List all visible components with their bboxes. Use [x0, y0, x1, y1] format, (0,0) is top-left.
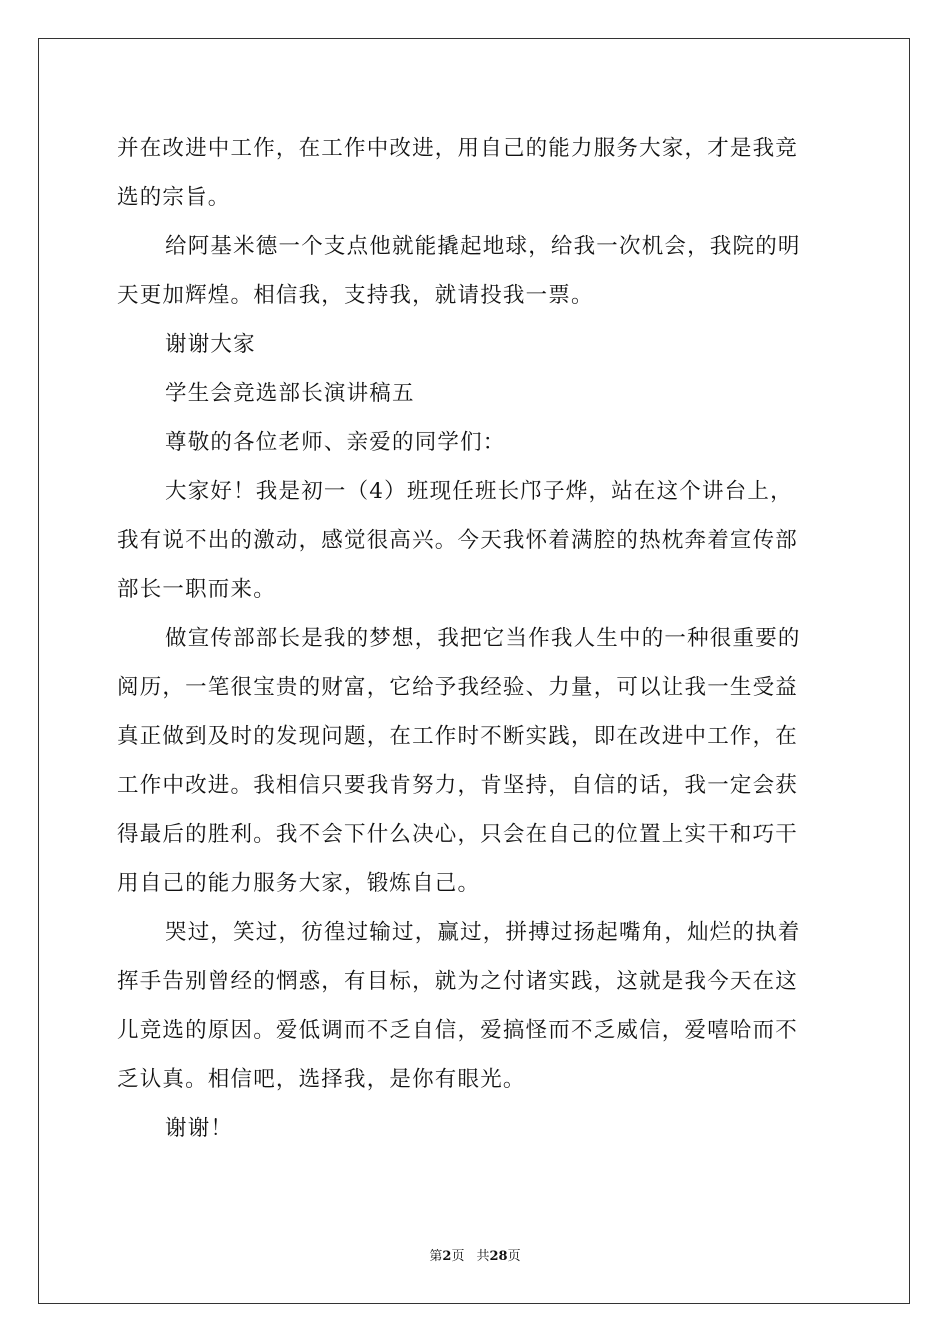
text-line-2: 选的宗旨。: [117, 185, 231, 210]
text-line-16: 用自己的能力服务大家，锻炼自己。: [117, 871, 481, 896]
salutation: 尊敬的各位老师、亲爱的同学们：: [165, 430, 506, 455]
page-prefix: 第: [429, 1249, 443, 1264]
document-body: [117, 124, 833, 1153]
page-suffix: 页: [451, 1249, 465, 1264]
text-line-18: 挥手告别曾经的惘惑，有目标，就为之付诸实践，这就是我今天在这: [117, 969, 799, 994]
text-line-1: 并在改进中工作，在工作中改进，用自己的能力服务大家，才是我竞: [117, 136, 799, 161]
text-line-11: 做宣传部部长是我的梦想，我把它当作我人生中的一种很重要的: [165, 626, 801, 651]
closing-thanks: 谢谢！: [165, 1116, 234, 1141]
page-number: 2: [442, 1249, 452, 1264]
text-line-3: 给阿基米德一个支点他就能撬起地球，给我一次机会，我院的明: [165, 234, 801, 259]
text-line-13: 真正做到及时的发现问题，在工作时不断实践，即在改进中工作，在: [117, 724, 799, 749]
text-line-20: 乏认真。相信吧，选择我，是你有眼光。: [117, 1067, 526, 1092]
total-suffix: 页: [507, 1249, 521, 1264]
total-prefix: 共: [476, 1249, 490, 1264]
section-heading: 学生会竞选部长演讲稿五: [165, 381, 415, 406]
text-line-17: 哭过，笑过，彷徨过输过，赢过，拼搏过扬起嘴角，灿烂的执着: [165, 920, 801, 945]
text-line-14: 工作中改进。我相信只要我肯努力，肯坚持，自信的话，我一定会获: [117, 773, 799, 798]
text-line-19: 儿竞选的原因。爱低调而不乏自信，爱搞怪而不乏威信，爱嘻哈而不: [117, 1018, 799, 1043]
text-line-10: 部长一职而来。: [117, 577, 276, 602]
page-footer: [0, 1248, 950, 1266]
text-line-5: 谢谢大家: [165, 332, 256, 357]
text-line-9: 我有说不出的激动，感觉很高兴。今天我怀着满腔的热枕奔着宣传部: [117, 528, 799, 553]
text-line-15: 得最后的胜利。我不会下什么决心，只会在自己的位置上实干和巧干: [117, 822, 799, 847]
text-line-8: 大家好！我是初一（4）班现任班长邝子烨，站在这个讲台上，: [165, 479, 793, 504]
text-line-12: 阅历，一笔很宝贵的财富，它给予我经验、力量，可以让我一生受益: [117, 675, 799, 700]
total-pages: 28: [489, 1249, 508, 1264]
text-line-4: 天更加辉煌。相信我，支持我，就请投我一票。: [117, 283, 594, 308]
